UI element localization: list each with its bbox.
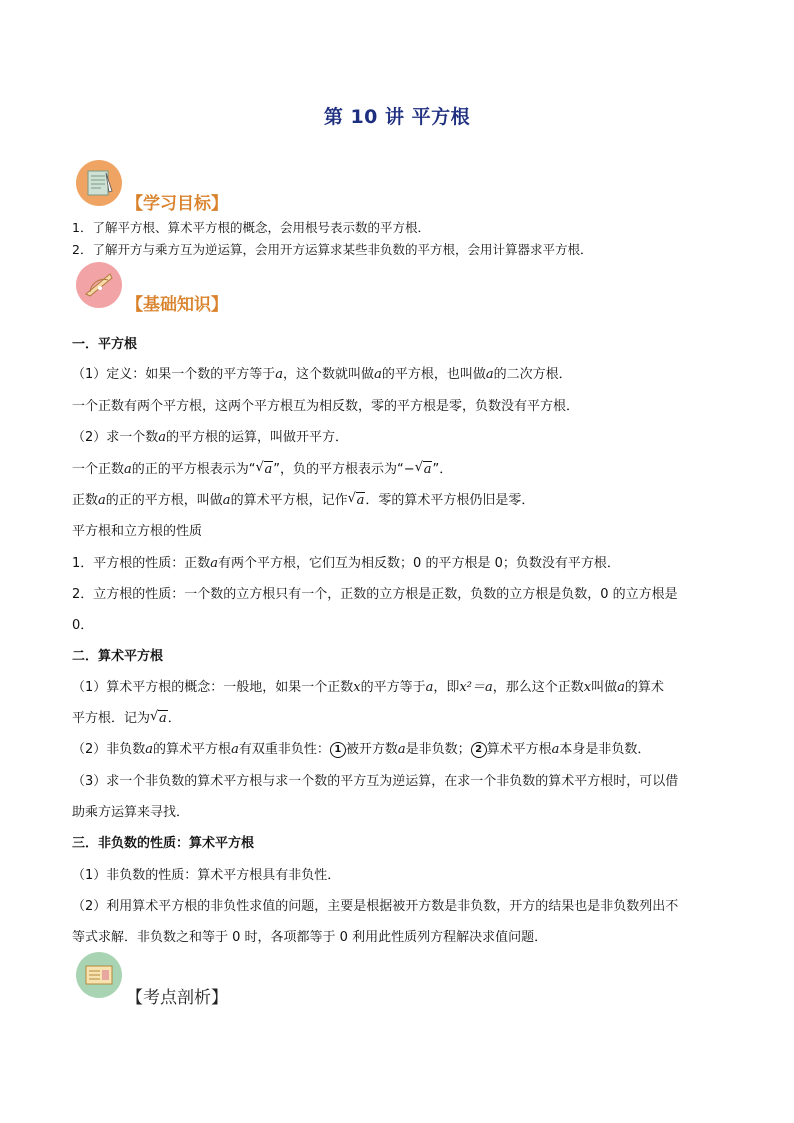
text-line: （1）算术平方根的概念：一般地，如果一个正数x的平方等于a，即x²＝a，那么这个正数x叫做a的算术 xyxy=(72,680,664,695)
definition-line: （1）定义：如果一个数的平方等于a，这个数就叫做a的平方根，也叫做a的二次方根． xyxy=(72,367,572,382)
text-line: 助乘方运算来寻找． xyxy=(72,805,190,820)
sqrt-a: √ a xyxy=(150,709,167,726)
text-line: 一个正数有两个平方根，这两个平方根互为相反数，零的平方根是零，负数没有平方根． xyxy=(72,399,580,414)
text-line: 等式求解．非负数之和等于 0 时，各项都等于 0 利用此性质列方程解决求值问题． xyxy=(72,930,548,945)
text-line: （3）求一个非负数的算术平方根与求一个数的平方互为逆运算，在求一个非负数的算术平方根时，可以借 xyxy=(72,774,679,789)
section-title-analysis: 【考点剖析】 xyxy=(126,988,228,1008)
text-line: （2）利用算术平方根的非负性求值的问题，主要是根据被开方数是非负数，开方的结果也是非负数列出不 xyxy=(72,899,679,914)
text-line: 一个正数a的正的平方根表示为“ √ a”，负的平方根表示为“− √ a”． xyxy=(72,460,453,477)
document-icon xyxy=(76,952,122,998)
subsection-heading: 二．算术平方根 xyxy=(72,649,164,664)
sqrt-a: √ a xyxy=(255,460,273,477)
text-line: 平方根．记为 √ a． xyxy=(72,709,181,726)
subsection-heading: 三．非负数的性质：算术平方根 xyxy=(72,836,255,851)
goal-item: 1．了解平方根、算术平方根的概念，会用根号表示数的平方根． xyxy=(72,220,430,235)
text-line: （1）非负数的性质：算术平方根具有非负性． xyxy=(72,868,341,883)
text-line: 1．平方根的性质：正数a有两个平方根，它们互为相反数；0 的平方根是 0；负数没有平方根． xyxy=(72,556,620,571)
subsection-heading: 一．平方根 xyxy=(72,337,138,352)
text-line: 2．立方根的性质：一个数的立方根只有一个，正数的立方根是正数，负数的立方根是负数，0 的立方根是 xyxy=(72,587,678,602)
neg-sqrt-a: √ a xyxy=(414,460,432,477)
text-line: （2）非负数a的算术平方根a有双重非负性： 1 被开方数a是非负数； 2 算术平方根a本身是非负数． xyxy=(72,742,651,757)
section-title-basics: 【基础知识】 xyxy=(126,295,228,315)
circled-number: 2 xyxy=(471,742,487,758)
section-title-goals: 【学习目标】 xyxy=(126,194,228,214)
circled-number: 1 xyxy=(330,742,346,758)
goal-item: 2．了解开方与乘方互为逆运算，会用开方运算求某些非负数的平方根，会用计算器求平方根． xyxy=(72,242,593,257)
text-line: 平方根和立方根的性质 xyxy=(72,524,203,539)
protractor-icon xyxy=(76,262,122,308)
page-title: 第 10 讲 平方根 xyxy=(323,106,471,128)
sqrt-a: √ a xyxy=(347,491,365,508)
text-line: 0． xyxy=(72,618,94,633)
notebook-icon xyxy=(76,160,122,206)
text-line: （2）求一个数a的平方根的运算，叫做开平方． xyxy=(72,430,349,445)
text-line: 正数a的正的平方根，叫做a的算术平方根，记作 √ a．零的算术平方根仍旧是零． xyxy=(72,491,535,508)
